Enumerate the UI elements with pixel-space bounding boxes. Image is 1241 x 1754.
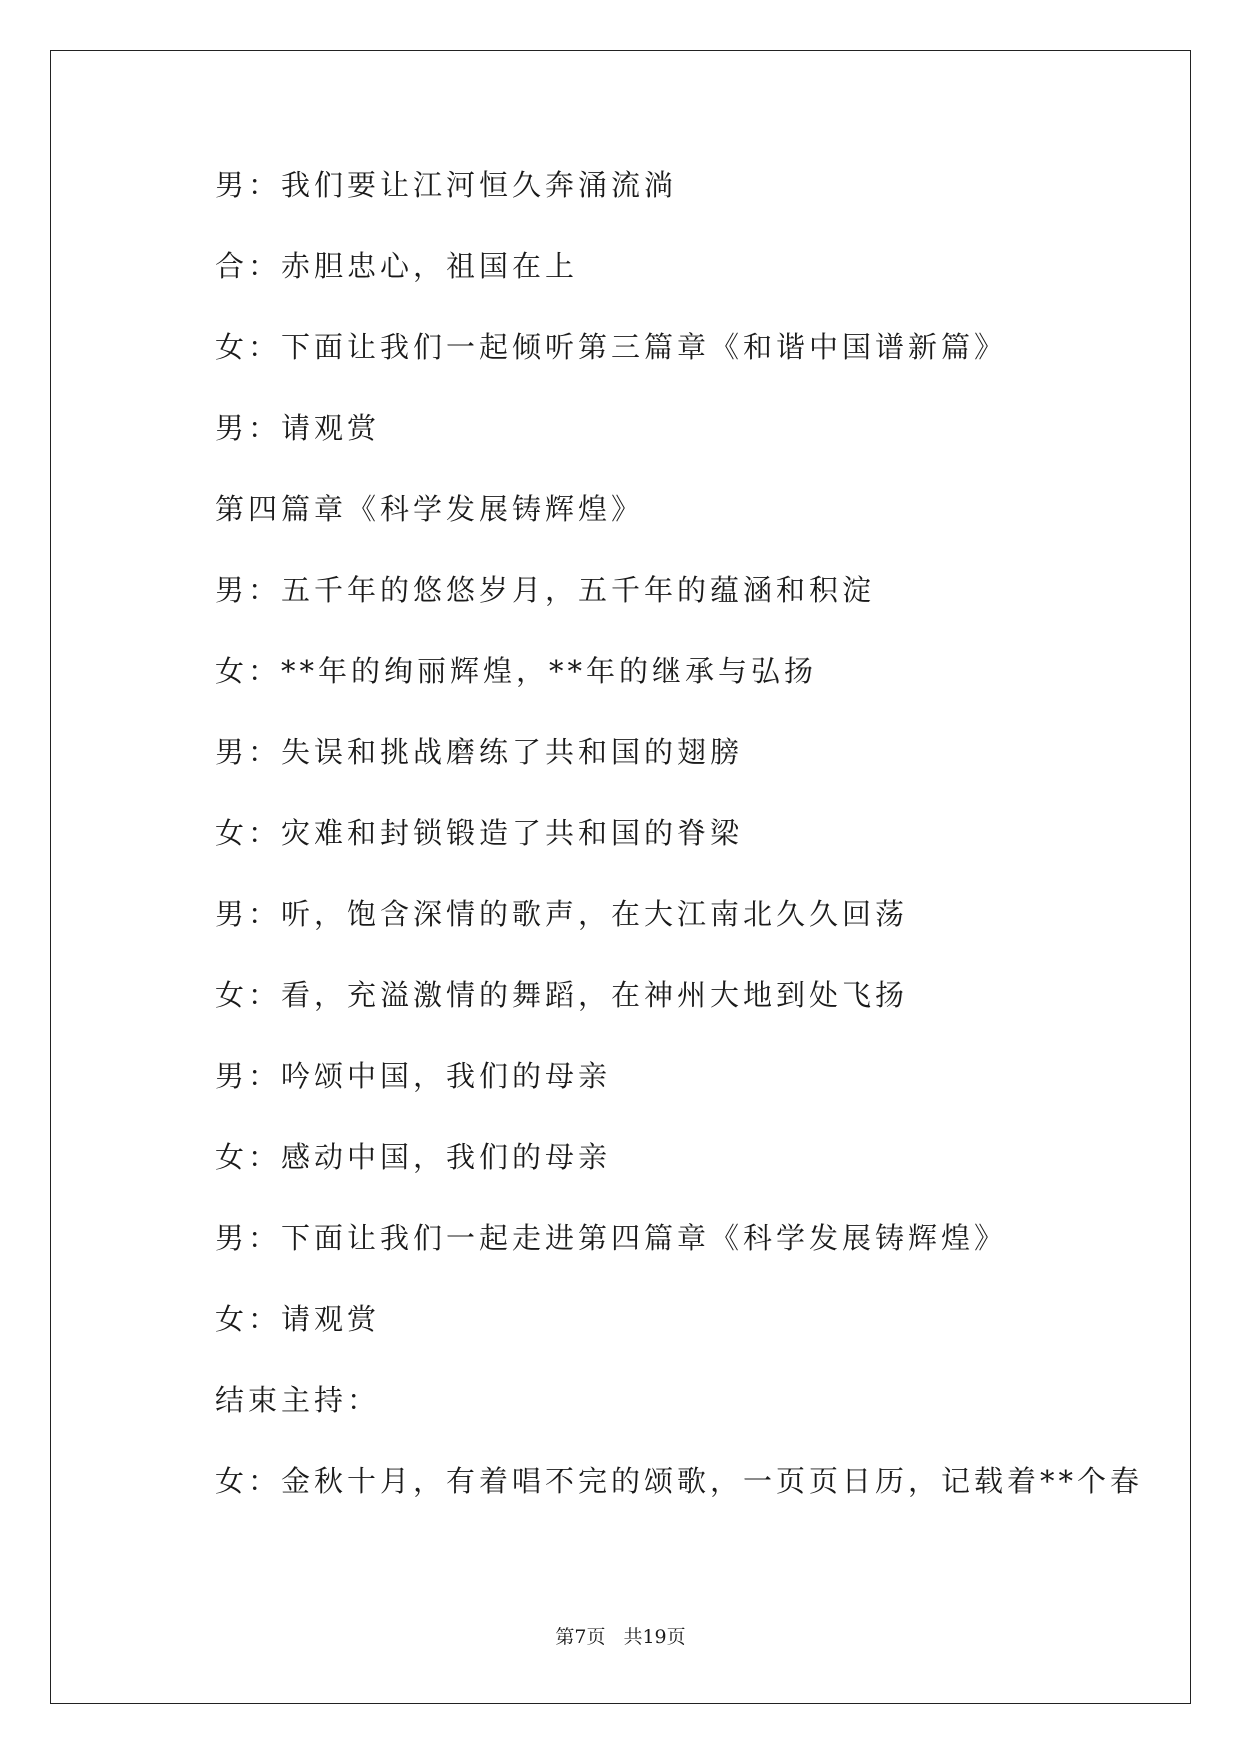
- document-body: [215, 168, 1144, 1545]
- text-line: 女：请观赏: [215, 1302, 381, 1336]
- section-heading: 第四篇章《科学发展铸辉煌》: [215, 492, 645, 526]
- page-footer: [0, 1622, 1241, 1649]
- text-line: 男：失误和挑战磨练了共和国的翅膀: [215, 735, 744, 769]
- page-number: 第7页: [555, 1626, 606, 1648]
- text-line: 男：下面让我们一起走进第四篇章《科学发展铸辉煌》: [215, 1221, 1008, 1255]
- section-heading: 结束主持：: [215, 1383, 381, 1417]
- text-line: 女：灾难和封锁锻造了共和国的脊梁: [215, 816, 744, 850]
- text-line: 男：五千年的悠悠岁月，五千年的蕴涵和积淀: [215, 573, 876, 607]
- page-total: 共19页: [623, 1626, 686, 1648]
- text-line: 男：吟颂中国，我们的母亲: [215, 1059, 612, 1093]
- text-line: 男：请观赏: [215, 411, 381, 445]
- text-line: 女：感动中国，我们的母亲: [215, 1140, 612, 1174]
- text-line: 女：金秋十月，有着唱不完的颂歌，一页页日历，记载着**个春: [215, 1464, 1144, 1498]
- text-line: 男：听，饱含深情的歌声，在大江南北久久回荡: [215, 897, 909, 931]
- text-line: 女：看，充溢激情的舞蹈，在神州大地到处飞扬: [215, 978, 909, 1012]
- text-line: 男：我们要让江河恒久奔涌流淌: [215, 168, 678, 202]
- text-line: 女：下面让我们一起倾听第三篇章《和谐中国谱新篇》: [215, 330, 1008, 364]
- text-line: 女：**年的绚丽辉煌，**年的继承与弘扬: [215, 654, 818, 688]
- text-line: 合：赤胆忠心，祖国在上: [215, 249, 579, 283]
